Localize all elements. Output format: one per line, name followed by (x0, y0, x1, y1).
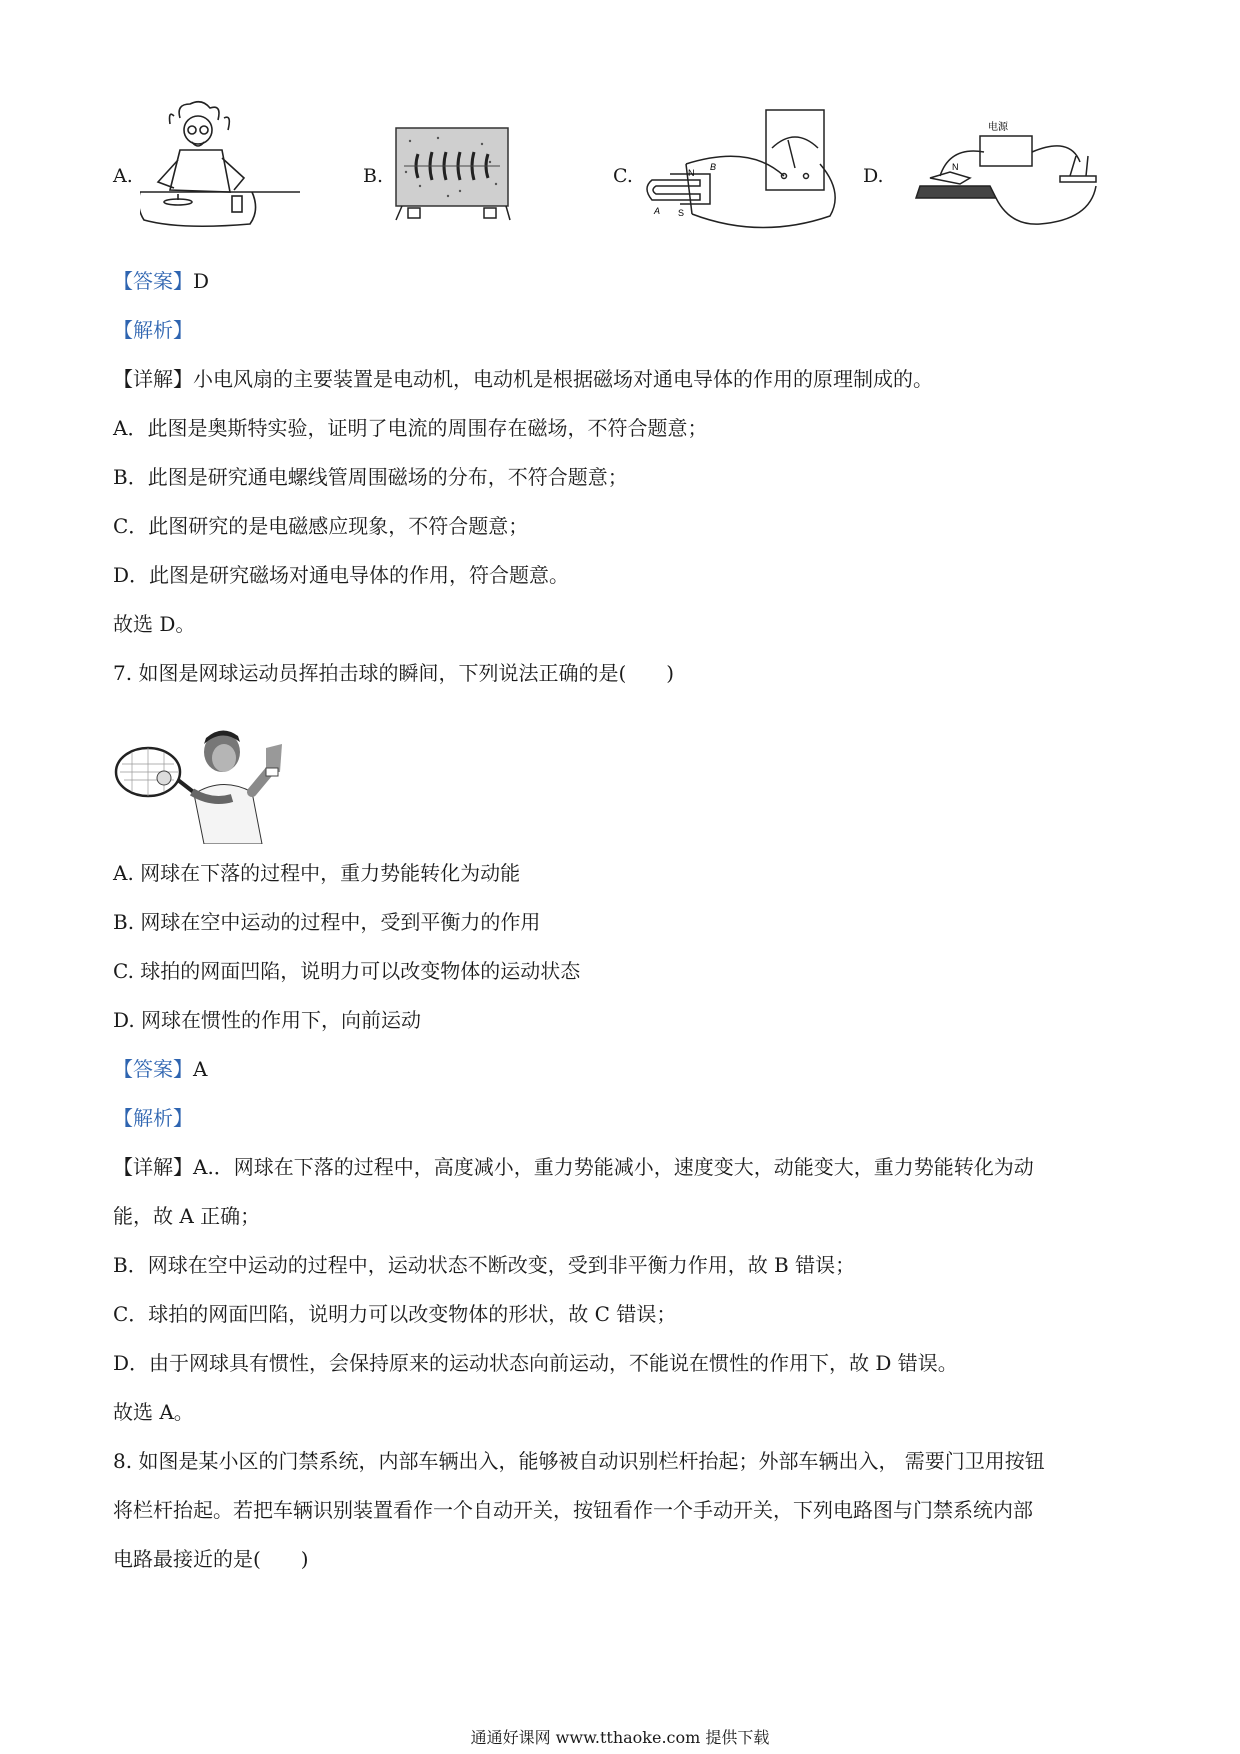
q7-option-a: A. 网球在下落的过程中，重力势能转化为动能 (113, 861, 521, 885)
q7-line-d: D．由于网球具有惯性，会保持原来的运动状态向前运动，不能说在惯性的作用下，故 D 错误。 (113, 1351, 958, 1375)
label-b: B (710, 162, 717, 172)
q7-stem: 7. 如图是网球运动员挥拍击球的瞬间，下列说法正确的是( ) (113, 661, 675, 685)
label-n: N (688, 168, 695, 178)
label-a: A (654, 206, 661, 216)
option-b-label: B. (363, 165, 384, 187)
label-s: S (678, 208, 685, 218)
motor-principle-figure (900, 116, 1120, 236)
option-c-label: C. (613, 165, 633, 187)
q8-stem-line-3: 电路最接近的是( ) (113, 1547, 309, 1571)
q7-option-c: C. 球拍的网面凹陷，说明力可以改变物体的运动状态 (113, 959, 581, 983)
q6-line-b: B．此图是研究通电螺线管周围磁场的分布，不符合题意； (113, 465, 628, 489)
q8-stem-line-2: 将栏杆抬起。若把车辆识别装置看作一个自动开关，按钮看作一个手动开关，下列电路图与门禁系统内部 (113, 1498, 1033, 1522)
label-power: 电源 (988, 122, 1008, 133)
q7-option-b: B. 网球在空中运动的过程中，受到平衡力的作用 (113, 910, 541, 934)
oersted-figure (140, 100, 300, 242)
solenoid-figure (390, 126, 516, 222)
q6-detail: 【详解】小电风扇的主要装置是电动机，电动机是根据磁场对通电导体的作用的原理制成的。 (113, 367, 933, 391)
q6-line-a: A．此图是奥斯特实验，证明了电流的周围存在磁场，不符合题意； (113, 416, 708, 440)
q7-line-b: B．网球在空中运动的过程中，运动状态不断改变，受到非平衡力作用，故 B 错误； (113, 1253, 856, 1277)
q7-option-d: D. 网球在惯性的作用下，向前运动 (113, 1008, 422, 1032)
footer-source: 通通好课网 www.tthaoke.com 提供下载 (470, 1728, 770, 1747)
option-d-label: D. (863, 165, 884, 187)
q6-analysis-tag: 【解析】 (113, 318, 193, 342)
q6-answer: 【答案】D (113, 269, 210, 293)
q7-detail-1: 【详解】A.．网球在下落的过程中，高度减小，重力势能减小，速度变大，动能变大，重力势能转化为动 (113, 1155, 1034, 1179)
q7-analysis-tag: 【解析】 (113, 1106, 193, 1130)
induction-figure (640, 104, 840, 236)
q6-line-d: D．此图是研究磁场对通电导体的作用，符合题意。 (113, 563, 570, 587)
q8-stem-line-1: 8. 如图是某小区的门禁系统，内部车辆出入，能够被自动识别栏杆抬起；外部车辆出入， 需要门卫用按钮 (113, 1449, 1045, 1473)
option-a-label: A. (113, 165, 133, 187)
q7-answer: 【答案】A (113, 1057, 208, 1081)
tennis-player-figure (112, 712, 288, 844)
q6-conclusion: 故选 D。 (113, 612, 196, 636)
q6-line-c: C．此图研究的是电磁感应现象，不符合题意； (113, 514, 529, 538)
label-n: N (952, 162, 959, 172)
q7-line-c: C．球拍的网面凹陷，说明力可以改变物体的形状，故 C 错误； (113, 1302, 677, 1326)
q7-detail-2: 能，故 A 正确； (113, 1204, 261, 1228)
q7-conclusion: 故选 A。 (113, 1400, 194, 1424)
